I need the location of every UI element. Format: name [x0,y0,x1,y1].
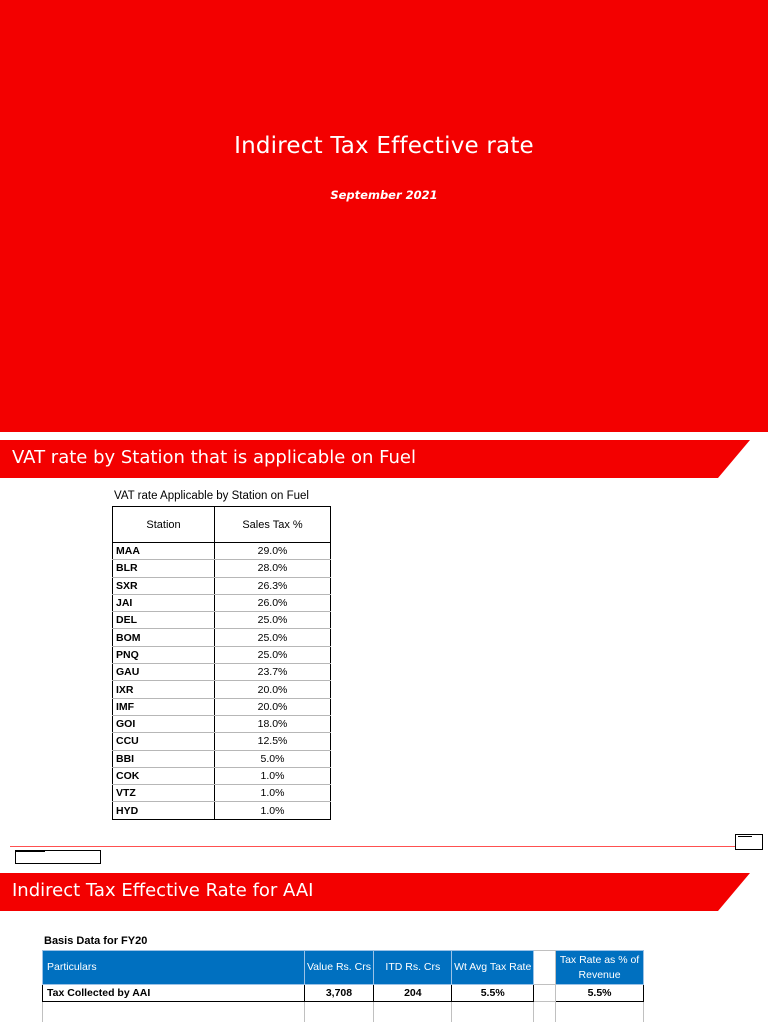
aai-cell-value: 3,708 [304,985,374,1002]
blank-cell [43,1002,305,1022]
cover-title: Indirect Tax Effective rate [234,133,534,159]
station-code: HYD [113,802,215,819]
station-code: DEL [113,612,215,629]
station-code: GAU [113,664,215,681]
blank-cell [556,1002,644,1022]
aai-header-wt-avg: Wt Avg Tax Rate [452,951,534,985]
sales-tax-rate: 29.0% [215,543,331,560]
aai-header-row [43,951,644,985]
vat-table-body [113,543,331,820]
sales-tax-rate: 20.0% [215,698,331,715]
cover-slide [0,0,768,432]
aai-cell-itd: 204 [374,985,452,1002]
sales-tax-rate: 26.0% [215,594,331,611]
table-row [113,785,331,802]
station-code: CCU [113,733,215,750]
aai-cell-particulars: Tax Collected by AAI [43,985,305,1002]
aai-header-tax-rate: Tax Rate as % of Revenue [556,951,644,985]
aai-section-banner [0,873,750,911]
station-code: IXR [113,681,215,698]
table-row [113,629,331,646]
sales-tax-rate: 25.0% [215,646,331,663]
station-code: JAI [113,594,215,611]
vat-table [112,506,331,820]
aai-header-itd: ITD Rs. Crs [374,951,452,985]
table-row [113,681,331,698]
station-code: COK [113,767,215,784]
vat-header-rate: Sales Tax % [215,507,331,543]
table-row [113,594,331,611]
station-code: MAA [113,543,215,560]
vat-section-banner [0,440,750,478]
thumbnail-mark [15,850,45,852]
sales-tax-rate: 1.0% [215,767,331,784]
sales-tax-rate: 25.0% [215,612,331,629]
vat-table-title: VAT rate Applicable by Station on Fuel [114,490,309,502]
table-row [113,715,331,732]
cover-subtitle: September 2021 [330,188,438,202]
vat-header-row [113,507,331,543]
blank-cell [304,1002,374,1022]
blank-cell [374,1002,452,1022]
sales-tax-rate: 5.0% [215,750,331,767]
aai-cell-tax-rate: 5.5% [556,985,644,1002]
table-row [43,985,644,1002]
blank-cell [534,1002,556,1022]
sales-tax-rate: 1.0% [215,785,331,802]
table-row [113,560,331,577]
aai-header-value: Value Rs. Crs [304,951,374,985]
table-row [113,698,331,715]
station-code: SXR [113,577,215,594]
station-code: VTZ [113,785,215,802]
table-row [113,646,331,663]
blank-cell [452,1002,534,1022]
aai-table-body [43,985,644,1022]
table-row [113,750,331,767]
station-code: BLR [113,560,215,577]
corner-mark [738,836,752,837]
sales-tax-rate: 12.5% [215,733,331,750]
station-code: GOI [113,715,215,732]
aai-table [42,950,644,1022]
table-row [113,577,331,594]
sales-tax-rate: 23.7% [215,664,331,681]
aai-header-gap [534,951,556,985]
table-row [113,767,331,784]
sales-tax-rate: 25.0% [215,629,331,646]
sales-tax-rate: 20.0% [215,681,331,698]
aai-header-particulars: Particulars [43,951,305,985]
station-code: IMF [113,698,215,715]
table-row [113,612,331,629]
table-row [113,664,331,681]
station-code: PNQ [113,646,215,663]
aai-cell-wt-avg: 5.5% [452,985,534,1002]
aai-banner-title: Indirect Tax Effective Rate for AAI [12,880,314,901]
sales-tax-rate: 26.3% [215,577,331,594]
station-code: BOM [113,629,215,646]
table-row [43,1002,644,1022]
sales-tax-rate: 28.0% [215,560,331,577]
vat-header-station: Station [113,507,215,543]
station-code: BBI [113,750,215,767]
table-row [113,802,331,819]
aai-table-title: Basis Data for FY20 [44,935,148,947]
aai-cell-gap [534,985,556,1002]
slide-divider [10,846,760,847]
slide-thumbnail-box [15,850,101,864]
table-row [113,733,331,750]
sales-tax-rate: 1.0% [215,802,331,819]
table-row [113,543,331,560]
sales-tax-rate: 18.0% [215,715,331,732]
vat-banner-title: VAT rate by Station that is applicable on Fuel [12,447,416,468]
